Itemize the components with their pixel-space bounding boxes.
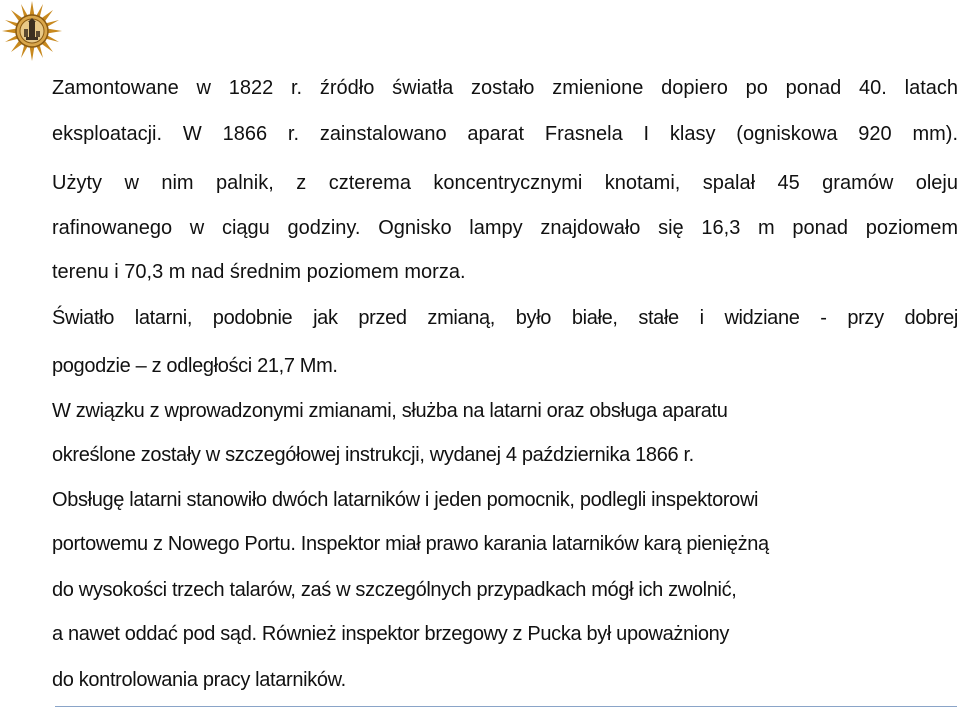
paragraph-1-line-1: Zamontowane w 1822 r. źródło światła zostało zmienione dopiero po ponad 40. latach: [52, 77, 958, 99]
paragraph-1-line-3: Użyty w nim palnik, z czterema koncentrycznymi knotami, spalał 45 gramów oleju: [52, 172, 958, 194]
paragraph-4-line-4: a nawet oddać pod sąd. Również inspektor brzegowy z Pucka był upoważniony: [52, 623, 730, 645]
paragraph-1-line-2: eksploatacji. W 1866 r. zainstalowano aparat Frasnela I klasy (ogniskowa 920 mm).: [52, 123, 958, 145]
paragraph-1-line-4: rafinowanego w ciągu godziny. Ognisko lampy znajdowało się 16,3 m ponad poziomem: [52, 217, 958, 239]
paragraph-3-line-2: określone zostały w szczegółowej instrukcji, wydanej 4 października 1866 r.: [52, 444, 694, 466]
paragraph-2-line-2: pogodzie – z odległości 21,7 Mm.: [52, 355, 338, 377]
paragraph-4-line-5: do kontrolowania pracy latarników.: [52, 669, 346, 691]
paragraph-4-line-1: Obsługę latarni stanowiło dwóch latarników i jeden pomocnik, podlegli inspektorowi: [52, 489, 759, 511]
paragraph-1-line-5: terenu i 70,3 m nad średnim poziomem morza.: [52, 261, 466, 283]
lighthouse-emblem-icon: [2, 0, 62, 62]
paragraph-4-line-3: do wysokości trzech talarów, zaś w szczególnych przypadkach mógł ich zwolnić,: [52, 579, 737, 601]
paragraph-2-line-1: Światło latarni, podobnie jak przed zmianą, było białe, stałe i widziane - przy dobrej: [52, 307, 958, 329]
paragraph-4-line-2: portowemu z Nowego Portu. Inspektor miał prawo karania latarników karą pieniężną: [52, 533, 769, 555]
footer-divider: [55, 706, 957, 707]
paragraph-3-line-1: W związku z wprowadzonymi zmianami, służba na latarni oraz obsługa aparatu: [52, 400, 728, 422]
